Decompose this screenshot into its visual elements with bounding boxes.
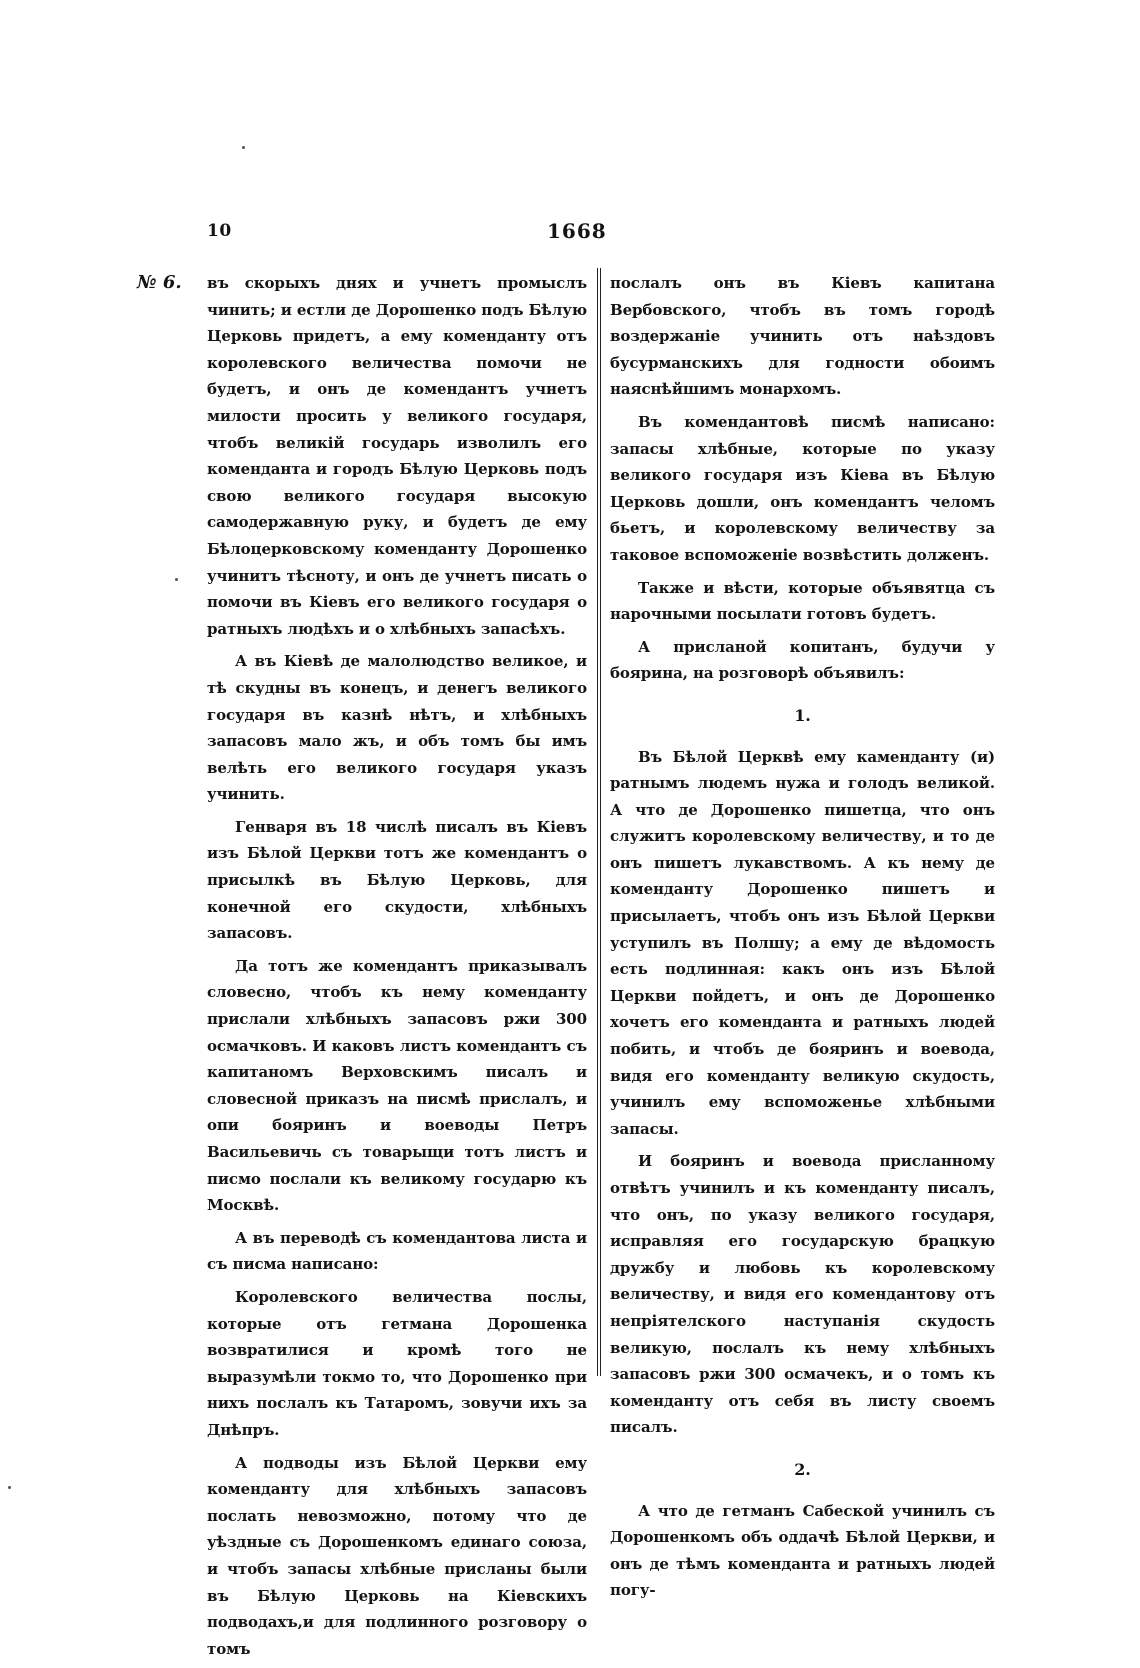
right-text-column	[610, 270, 995, 1610]
paragraph: въ скорыхъ днях и учнетъ промыслъ чинить; и естли де Дорошенко подъ Бѣлую Церковь придетъ, а ему коменданту отъ королевского величества помочи не будетъ, и онъ де комендантъ учнетъ милости просить у великого государя, чтобъ великій государь изволилъ его коменданта и городъ Бѣлую Церковь подъ свою великого государя высокую самодержавную руку, и будетъ де ему Бѣлоцерковскому коменданту Дорошенко учинитъ тѣсноту, и онъ де учнетъ писать о помочи въ Кіевъ его великого государя о ратныхъ людѣхъ и о хлѣбныхъ запасѣхъ.	[207, 274, 587, 638]
document-number: № 6.	[137, 272, 182, 293]
paragraph: А въ Кіевѣ де малолюдство великое, и тѣ скудны въ конецъ, и денегъ великого государя въ казнѣ нѣтъ, и хлѣбныхъ запасовъ мало жъ, и объ томъ бы имъ велѣть его великого государя указъ учинить.	[207, 652, 587, 804]
paragraph: Да тотъ же комендантъ приказывалъ словесно, чтобъ къ нему коменданту прислали хлѣбныхъ запасовъ ржи 300 осмачковъ. И каковъ листъ комендантъ съ капитаномъ Верховскимъ писалъ и словесной приказъ на писмѣ прислалъ, и опи бояринъ и воеводы Петръ Васильевичь съ товарыщи тотъ листъ и писмо послали къ великому государю къ Москвѣ.	[207, 956, 587, 1215]
paragraph: И бояринъ и воевода присланному отвѣтъ учинилъ и къ коменданту писалъ, что онъ, по указу великого государя, исправляя его государскую брацкую дружбу и любовь къ королевскому величеству, и видя его комендантову отъ непріятелского наступанія скудость великую, послалъ къ нему хлѣбныхъ запасовъ ржи 300 осмачекъ, и о томъ къ коменданту отъ себя въ листу своемъ писалъ.	[610, 1152, 995, 1437]
paragraph: Въ комендантовѣ писмѣ написано: запасы хлѣбные, которые по указу великого государя изъ Кіева въ Бѣлую Церковь дошли, онъ комендантъ челомъ бьетъ, и королевскому величеству за таковое вспоможеніе возвѣстить долженъ.	[610, 412, 995, 564]
paragraph: Также и вѣсти, которые объявятца съ нарочными посылати готовъ будетъ.	[610, 578, 995, 624]
scan-speck	[8, 1486, 11, 1489]
paragraph: Королевского величества послы, которые отъ гетмана Дорошенка возвратилися и кромѣ того не выразумѣли токмо то, что Дорошенко при нихъ послалъ къ Татаромъ, зовучи ихъ за Днѣпръ.	[207, 1287, 587, 1439]
paragraph: А что де гетманъ Сабеской учинилъ съ Дорошенкомъ объ оддачѣ Бѣлой Церкви, и онъ де тѣмъ коменданта и ратныхъ людей погу-	[610, 1501, 995, 1600]
paragraph: А присланой копитанъ, будучи у боярина, на розговорѣ объявилъ:	[610, 637, 995, 683]
paragraph: Генваря въ 18 числѣ писалъ въ Кіевъ изъ Бѣлой Церкви тотъ же комендантъ о присылкѣ въ Бѣлую Церковь, для конечной его скудости, хлѣбныхъ запасовъ.	[207, 817, 587, 943]
section-number: 1.	[794, 705, 811, 725]
page-number: 10	[207, 221, 232, 241]
left-text-column	[207, 270, 587, 1668]
paragraph: послалъ онъ въ Кіевъ капитана Вербовского, чтобъ въ томъ городѣ воздержаніе учинить отъ наѣздовъ бусурманскихъ для годности обоимъ наяснѣйшимъ монархомъ.	[610, 274, 995, 399]
paragraph: А подводы изъ Бѣлой Церкви ему коменданту для хлѣбныхъ запасовъ послать невозможно, потому что де уѣздные съ Дорошенкомъ единаго союза, и чтобъ запасы хлѣбные присланы были въ Бѣлую Церковь на Кіевскихъ подводахъ,и для подлинного розговору о томъ	[207, 1453, 587, 1658]
page-year-heading: 1668	[547, 219, 607, 243]
section-number: 2.	[794, 1459, 811, 1479]
column-divider	[597, 268, 601, 1376]
scan-speck	[175, 578, 178, 581]
paragraph: А въ переводѣ съ комендантова листа и съ писма написано:	[207, 1228, 587, 1274]
paragraph: Въ Бѣлой Церквѣ ему каменданту (и) ратнымъ людемъ нужа и голодъ великой. А что де Дорошенко пишетца, что онъ служитъ королевскому величеству, и то де онъ пишетъ лукавствомъ. А къ нему де коменданту Дорошенко пишетъ и присылаетъ, чтобъ онъ изъ Бѣлой Церкви уступилъ въ Полшу; а ему де вѣдомость есть подлинная: какъ онъ изъ Бѣлой Церкви пойдетъ, и онъ де Дорошенко хочетъ его коменданта и ратныхъ людей побить, и чтобъ де бояринъ и воевода, видя его коменданту великую скудость, учинилъ ему вспоможенье хлѣбными запасы.	[610, 747, 995, 1138]
scan-speck	[242, 146, 245, 149]
